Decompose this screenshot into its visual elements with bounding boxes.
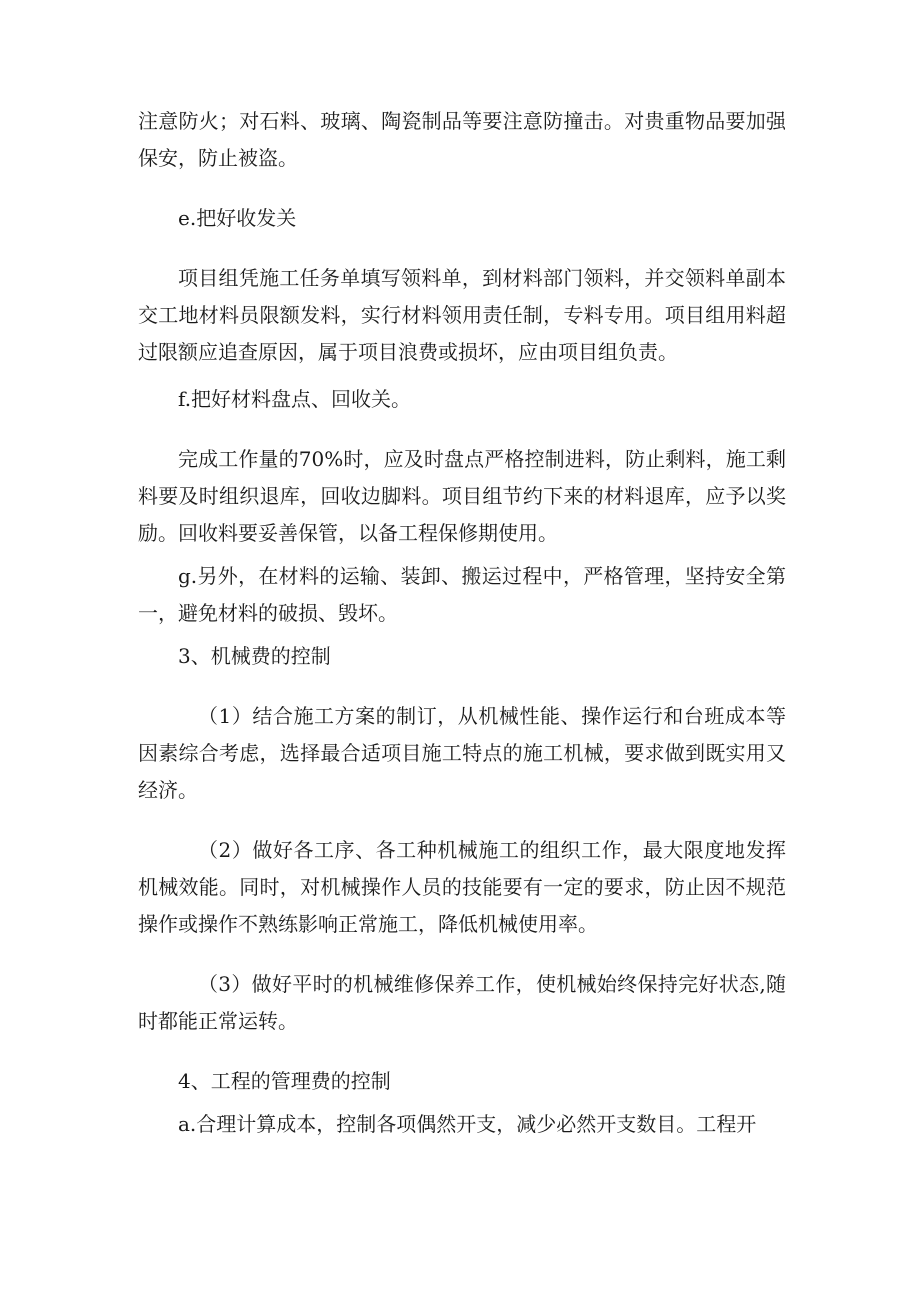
paragraph-a-cost-control: a.合理计算成本，控制各项偶然开支，减少必然开支数目。工程开 — [178, 1112, 757, 1136]
paragraph-fire-protection: 注意防火；对石料、玻璃、陶瓷制品等要注意防撞击。对贵重物品要加强保安，防止被盗。 — [138, 109, 786, 170]
paragraph-machinery-2: （2）做好各工序、各工种机械施工的组织工作，最大限度地发挥机械效能。同时，对机械操作人员的技能要有一定的要求，防止因不规范操作或操作不熟练影响正常施工，降低机械使用率。 — [138, 838, 786, 936]
heading-f-inventory: f.把好材料盘点、回收关。 — [178, 387, 412, 411]
heading-e-receiving: e.把好收发关 — [178, 206, 297, 230]
heading-4-management-cost: 4、工程的管理费的控制 — [178, 1069, 391, 1093]
paragraph-machinery-3: （3）做好平时的机械维修保养工作，使机械始终保持完好状态,随时都能正常运转。 — [138, 972, 786, 1033]
heading-3-machinery-cost: 3、机械费的控制 — [178, 644, 331, 668]
body-text — [138, 103, 786, 1143]
paragraph-machinery-1: （1）结合施工方案的制订，从机械性能、操作运行和台班成本等因素综合考虑，选择最合适项目施工特点的施工机械，要求做到既实用又经济。 — [138, 704, 786, 802]
paragraph-material-requisition: 项目组凭施工任务单填写领料单，到材料部门领料，并交领料单副本交工地材料员限额发料，实行材料领用责任制，专料专用。项目组用料超过限额应追查原因，属于项目浪费或损坏，应由项目组负责。 — [138, 266, 786, 364]
paragraph-inventory-recovery: 完成工作量的70%时，应及时盘点严格控制进料，防止剩料，施工剩料要及时组织退库，回收边脚料。项目组节约下来的材料退库，应予以奖励。回收料要妥善保管，以备工程保修期使用。 — [138, 447, 786, 545]
paragraph-g-transport: g.另外，在材料的运输、装卸、搬运过程中，严格管理，坚持安全第一，避免材料的破损、毁坏。 — [138, 564, 786, 625]
